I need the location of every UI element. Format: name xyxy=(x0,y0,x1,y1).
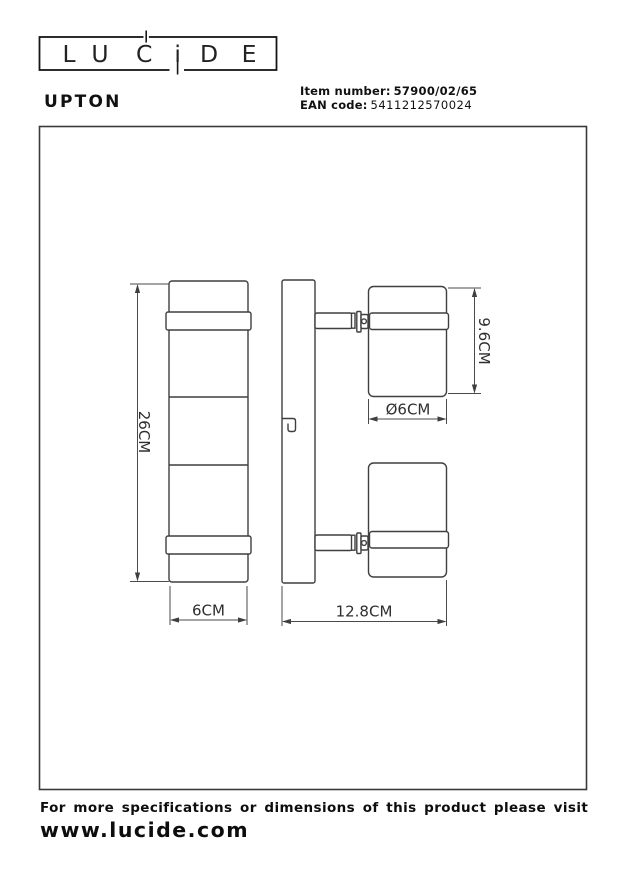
logo-letter: U xyxy=(91,40,109,68)
dimension-overall-depth xyxy=(282,580,447,626)
lucide-logo xyxy=(40,31,277,75)
footer-website: www.lucide.com xyxy=(40,818,250,842)
logo-letter: i xyxy=(174,40,181,68)
bottom-head-cylinder xyxy=(369,463,447,577)
front-bottom-ring xyxy=(166,536,251,554)
dimension-body-width xyxy=(170,586,247,625)
product-title: UPTON xyxy=(44,92,122,112)
logo-letter: C xyxy=(135,40,153,68)
bottom-pivot-screw-icon xyxy=(362,541,367,546)
logo-letter: L xyxy=(62,40,76,68)
bottom-arm xyxy=(315,535,352,551)
item-number-row xyxy=(300,85,477,99)
ean-code-value: 5411212570024 xyxy=(370,97,473,112)
item-number-value: 57900/02/65 xyxy=(393,84,478,98)
ean-code-row xyxy=(300,99,477,113)
side-view xyxy=(282,280,449,583)
footer xyxy=(40,800,588,842)
front-view xyxy=(166,281,251,582)
logo-bottom-border-gap xyxy=(170,68,185,73)
dimension-head-diameter xyxy=(369,399,447,424)
logo-letter: D xyxy=(199,40,219,68)
dimension-label-head-diameter: Ø6CM xyxy=(385,400,431,419)
logo-letter: E xyxy=(241,40,257,68)
top-pivot-screw-icon xyxy=(362,319,367,324)
dimension-head-height xyxy=(448,288,493,394)
dimension-overall-height xyxy=(130,284,169,582)
dimension-label-body-width: 6CM xyxy=(192,601,225,620)
dimension-label-head-height: 9.6CM xyxy=(475,317,493,365)
dimension-label-overall-height: 26CM xyxy=(135,410,153,454)
top-arm xyxy=(315,313,352,329)
top-head-cylinder xyxy=(369,287,447,397)
bottom-arm-cap xyxy=(352,535,356,550)
dimension-label-overall-depth: 12.8CM xyxy=(335,602,393,621)
bottom-spot xyxy=(315,463,449,577)
front-top-ring xyxy=(166,312,251,330)
mounting-plate xyxy=(282,280,315,583)
bottom-head-band xyxy=(370,532,449,549)
ean-code-label: EAN code: xyxy=(300,97,368,112)
top-head-band xyxy=(370,313,449,330)
product-meta xyxy=(300,85,477,112)
top-arm-cap xyxy=(352,313,356,328)
item-number-label: Item number: xyxy=(300,84,391,98)
footer-note: For more specifications or dimensions of this product please visit xyxy=(40,800,589,816)
top-spot xyxy=(315,287,449,397)
